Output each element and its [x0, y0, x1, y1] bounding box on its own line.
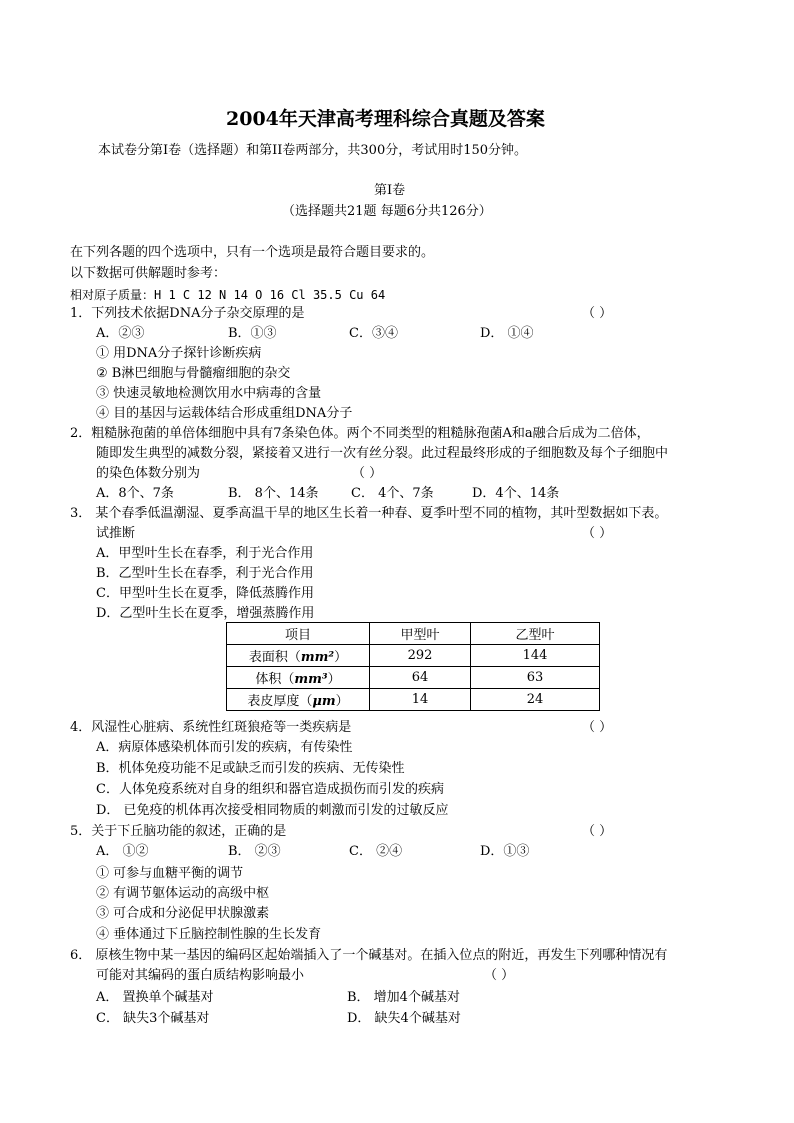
option-b: B． 增加4个碱基对: [347, 990, 460, 1005]
option-b: B．乙型叶生长在春季，利于光合作用: [96, 566, 314, 581]
table-header: 甲型叶: [370, 623, 471, 645]
option-b: B． 8个、14条: [228, 486, 319, 501]
atomic-masses: 相对原子质量：H 1 C 12 N 14 O 16 Cl 35.5 Cu 64: [70, 288, 386, 302]
option-d: D．4个、14条: [472, 486, 560, 501]
option-a: A．病原体感染机体而引发的疾病，有传染性: [96, 740, 353, 755]
question-stem: 1．下列技术依据DNA分子杂交原理的是: [70, 306, 305, 321]
option-d: D． 已免疫的机体再次接受相同物质的刺激而引发的过敏反应: [96, 803, 449, 818]
option-c: C．人体免疫系统对自身的组织和器官造成损伤而引发的疾病: [96, 782, 444, 797]
option-d: D． ①④: [480, 326, 534, 341]
list-item: ③ 可合成和分泌促甲状腺激素: [96, 906, 270, 921]
table-cell: 64: [370, 667, 471, 689]
option-c: C． 4个、7条: [351, 486, 434, 501]
option-b: B． ②③: [228, 844, 281, 859]
option-a: A． ①②: [96, 844, 149, 859]
list-item: ② 有调节躯体运动的高级中枢: [96, 886, 270, 901]
option-d: D．①③: [480, 844, 530, 859]
instruction-line: 在下列各题的四个选项中，只有一个选项是最符合题目要求的。: [70, 245, 435, 260]
table-header: 项目: [227, 623, 370, 645]
option-c: C．③④: [349, 326, 398, 341]
list-item: ④ 目的基因与运载体结合形成重组DNA分子: [96, 406, 353, 421]
table-row: [227, 667, 600, 689]
list-item: ④ 垂体通过下丘脑控制性腺的生长发育: [96, 927, 322, 942]
option-a: A．②③: [96, 326, 145, 341]
table-cell: 24: [471, 689, 600, 711]
option-c: C．甲型叶生长在夏季，降低蒸腾作用: [96, 586, 314, 601]
table-cell: 63: [471, 667, 600, 689]
table-cell: 14: [370, 689, 471, 711]
answer-bracket: （ ）: [352, 466, 383, 481]
answer-bracket: （ ）: [582, 824, 613, 839]
list-item: ② B淋巴细胞与骨髓瘤细胞的杂交: [96, 366, 291, 381]
unit-label: mm³: [294, 672, 328, 687]
question-stem-cont: 试推断: [96, 526, 136, 541]
question-stem-cont: 的染色体数分别为: [96, 466, 201, 481]
intro-text: 本试卷分第Ⅰ卷（选择题）和第II卷两部分，共300分，考试用时150分钟。: [98, 143, 528, 158]
list-item: ③ 快速灵敏地检测饮用水中病毒的含量: [96, 386, 322, 401]
question-stem: 4．风湿性心脏病、系统性红斑狼疮等一类疾病是: [70, 720, 352, 735]
table-cell-label: 表皮厚度（μm）: [227, 689, 370, 711]
option-c: C． ②④: [349, 844, 403, 859]
table-row: [227, 689, 600, 711]
answer-bracket: （ ）: [582, 526, 613, 541]
option-a: A． 置换单个碱基对: [96, 990, 214, 1005]
list-item: ① 用DNA分子探针诊断疾病: [96, 346, 262, 361]
answer-bracket: （ ）: [582, 720, 613, 735]
question-stem: 6． 原核生物中某一基因的编码区起始端插入了一个碱基对。在插入位点的附近，再发生下列哪种情况有: [70, 948, 668, 963]
table-cell-label: 体积（mm³）: [227, 667, 370, 689]
table-cell: 144: [471, 645, 600, 667]
section-note: （选择题共21题 每题6分共126分）: [282, 204, 492, 219]
list-item: ① 可参与血糖平衡的调节: [96, 866, 244, 881]
table-cell-label: 表面积（mm²）: [227, 645, 370, 667]
option-b: B．①③: [228, 326, 277, 341]
option-d: D．乙型叶生长在夏季，增强蒸腾作用: [96, 606, 315, 621]
unit-label: mm²: [300, 650, 335, 665]
answer-bracket: （ ）: [484, 968, 515, 983]
question-stem: 2．粗糙脉孢菌的单倍体细胞中具有7条染色体。两个不同类型的粗糙脉孢菌A和a融合后成为二倍体，: [70, 426, 650, 441]
option-a: A．甲型叶生长在春季，利于光合作用: [96, 546, 314, 561]
table-header: 乙型叶: [471, 623, 600, 645]
answer-bracket: （ ）: [582, 306, 613, 321]
question-stem-cont: 可能对其编码的蛋白质结构影响最小: [96, 968, 305, 983]
question-stem: 5．关于下丘脑功能的叙述，正确的是: [70, 824, 287, 839]
question-stem: 3． 某个春季低温潮湿、夏季高温干旱的地区生长着一种春、夏季叶型不同的植物，其叶型数据如下表。: [70, 506, 668, 521]
leaf-data-table: [226, 622, 600, 711]
instruction-line: 以下数据可供解题时参考：: [70, 266, 227, 281]
table-row: [227, 645, 600, 667]
table-cell: 292: [370, 645, 471, 667]
option-a: A．8个、7条: [96, 486, 174, 501]
option-c: C． 缺失3个碱基对: [96, 1011, 210, 1026]
option-b: B．机体免疫功能不足或缺乏而引发的疾病、无传染性: [96, 761, 405, 776]
question-stem-cont: 随即发生典型的减数分裂，紧接着又进行一次有丝分裂。此过程最终形成的子细胞数及每个子细胞中: [96, 446, 669, 461]
table-header-row: [227, 623, 600, 645]
page-title: 2004年天津高考理科综合真题及答案: [226, 108, 545, 130]
section-title: 第Ⅰ卷: [374, 183, 406, 198]
option-d: D． 缺失4个碱基对: [347, 1011, 461, 1026]
unit-label: μm: [312, 694, 336, 709]
